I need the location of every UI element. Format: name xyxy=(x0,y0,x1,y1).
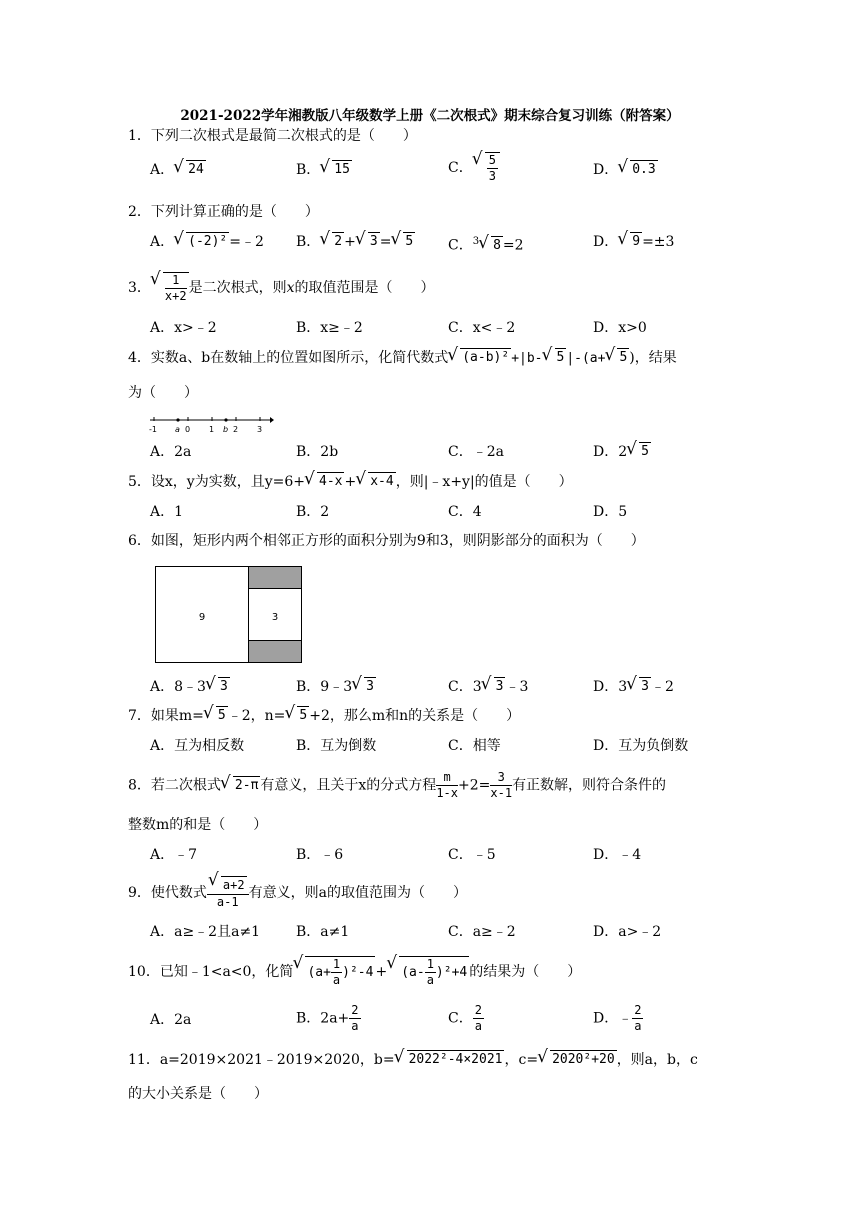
question-7: 7．如果m=√ 5 ﹣2，n=√ 5 +2，那么m和n的关系是（ ） xyxy=(128,706,520,726)
question-6: 6．如图，矩形内两个相邻正方形的面积分别为9和3，则阴影部分的面积为（ ） xyxy=(128,533,645,549)
q5-option-d[interactable]: D．5 xyxy=(593,504,628,520)
tick-label-3: 3 xyxy=(257,425,263,434)
tick-label-2: 2 xyxy=(233,425,239,434)
q9-option-d[interactable]: D．a>﹣2 xyxy=(593,924,662,940)
q5-option-c[interactable]: C．4 xyxy=(448,504,482,520)
q1-option-a[interactable]: A．√ 24 xyxy=(150,160,206,180)
number-line-figure xyxy=(148,412,274,434)
question-5: 5．设x，y为实数，且y=6+√ 4-x +√ x-4 ，则|﹣x+y|的值是（ ） xyxy=(128,472,573,492)
q7-option-a[interactable]: A．互为相反数 xyxy=(150,738,245,754)
big-square-label: 9 xyxy=(198,612,206,623)
shaded-bottom xyxy=(249,641,302,663)
q7-option-d[interactable]: D．互为负倒数 xyxy=(593,738,689,754)
q5-option-a[interactable]: A．1 xyxy=(150,504,184,520)
q8-option-a[interactable]: A．﹣7 xyxy=(150,847,198,863)
q8-option-b[interactable]: B．﹣6 xyxy=(296,847,344,863)
q3-option-a[interactable]: A．x>﹣2 xyxy=(150,320,217,336)
tick-label-a: a xyxy=(175,425,180,434)
question-2: 2．下列计算正确的是（ ） xyxy=(128,204,319,220)
tick-label-0: 0 xyxy=(185,425,191,434)
question-8: 8．若二次根式√ 2-π 有意义，且关于x的分式方程 $\frac{m}{1-x}$ +2= $\frac{3}{x-1}$ 有正数解，则符合条件的 xyxy=(128,770,666,801)
q10-option-d[interactable]: D．﹣ $\frac{2}{a}$ xyxy=(593,1003,642,1033)
number-line-arrow xyxy=(270,417,274,423)
q1-option-d[interactable]: D．√ 0.3 xyxy=(593,160,658,180)
q8-option-c[interactable]: C．﹣5 xyxy=(448,847,496,863)
q6-option-a[interactable]: A．8﹣3√ 3 xyxy=(150,677,230,697)
question-3: 3． √ $\frac{1}{x+2}$ 是二次根式，则x的取值范围是（ ） xyxy=(128,272,435,304)
q7-option-b[interactable]: B．互为倒数 xyxy=(296,738,377,754)
tick-label-b: b xyxy=(223,425,229,434)
rectangle-figure xyxy=(155,566,303,664)
point-b xyxy=(224,418,227,421)
question-4-line-2: 为（ ） xyxy=(128,385,198,401)
shaded-top xyxy=(249,567,302,589)
q4-option-b[interactable]: B．2b xyxy=(296,444,339,460)
q10-option-c[interactable]: C． $\frac{2}{a}$ xyxy=(448,1003,482,1033)
q4-option-a[interactable]: A．2a xyxy=(150,444,192,460)
q6-option-d[interactable]: D．3√ 3 ﹣2 xyxy=(593,677,674,697)
q3-option-d[interactable]: D．x>0 xyxy=(593,320,647,336)
question-11: 11．a=2019×2021﹣2019×2020，b=√ 2022²-4×2021 ，c=√ 2020²+20 ，则a，b，c xyxy=(128,1050,698,1070)
q3-option-b[interactable]: B．x≥﹣2 xyxy=(296,320,363,336)
q10-option-b[interactable]: B．2a+ $\frac{2}{a}$ xyxy=(296,1003,359,1033)
q9-option-b[interactable]: B．a≠1 xyxy=(296,924,350,940)
small-square-label: 3 xyxy=(271,612,279,623)
q2-option-c[interactable]: C．$^3$√ 8 =2 xyxy=(448,232,524,256)
tick-label-minus1: -1 xyxy=(149,425,157,434)
q10-option-a[interactable]: A．2a xyxy=(150,1012,192,1028)
tick-label-1: 1 xyxy=(209,425,215,434)
point-a xyxy=(176,418,179,421)
q7-option-c[interactable]: C．相等 xyxy=(448,738,501,754)
q5-option-b[interactable]: B．2 xyxy=(296,504,330,520)
page-title: 2021-2022学年湘教版八年级数学上册《二次根式》期末综合复习训练（附答案） xyxy=(180,108,680,124)
q4-option-d[interactable]: D．2√ 5 xyxy=(593,442,651,462)
q2-option-d[interactable]: D．√ 9 =±3 xyxy=(593,232,674,252)
q9-option-a[interactable]: A．a≥﹣2且a≠1 xyxy=(150,924,261,940)
q2-option-b[interactable]: B．√ 2 +√ 3 =√ 5 xyxy=(296,232,415,252)
question-4: 4．实数a、b在数轴上的位置如图所示，化简代数式√ (a-b)² +|b-√ 5 |-(a+√ 5 )，结果 xyxy=(128,348,677,369)
q1-option-b[interactable]: B．√ 15 xyxy=(296,160,352,180)
q9-option-c[interactable]: C．a≥﹣2 xyxy=(448,924,516,940)
q8-option-d[interactable]: D．﹣4 xyxy=(593,847,642,863)
q2-option-a[interactable]: A．√ (-2)² =﹣2 xyxy=(150,232,264,252)
question-1: 1．下列二次根式是最简二次根式的是（ ） xyxy=(128,128,417,144)
q4-option-c[interactable]: C．﹣2a xyxy=(448,444,504,460)
question-11-line-2: 的大小关系是（ ） xyxy=(128,1086,268,1102)
question-9: 9．使代数式 √ $\frac{a+2}{a-1}$ 有意义，则a的取值范围为（ ） xyxy=(128,876,467,910)
q6-option-c[interactable]: C．3√ 3 ﹣3 xyxy=(448,677,528,697)
question-10: 10．已知﹣1<a<0，化简√ (a+ $\frac{1}{a}$ )²-4 +√ (a- $\frac{1}{a}$ )²+4 的结果为（ ） xyxy=(128,956,581,988)
q1-option-c[interactable]: C． √ $\frac{5}{3}$ xyxy=(448,152,500,184)
question-8-line-2: 整数m的和是（ ） xyxy=(128,817,268,833)
q6-option-b[interactable]: B．9﹣3√ 3 xyxy=(296,677,376,697)
q3-option-c[interactable]: C．x<﹣2 xyxy=(448,320,516,336)
